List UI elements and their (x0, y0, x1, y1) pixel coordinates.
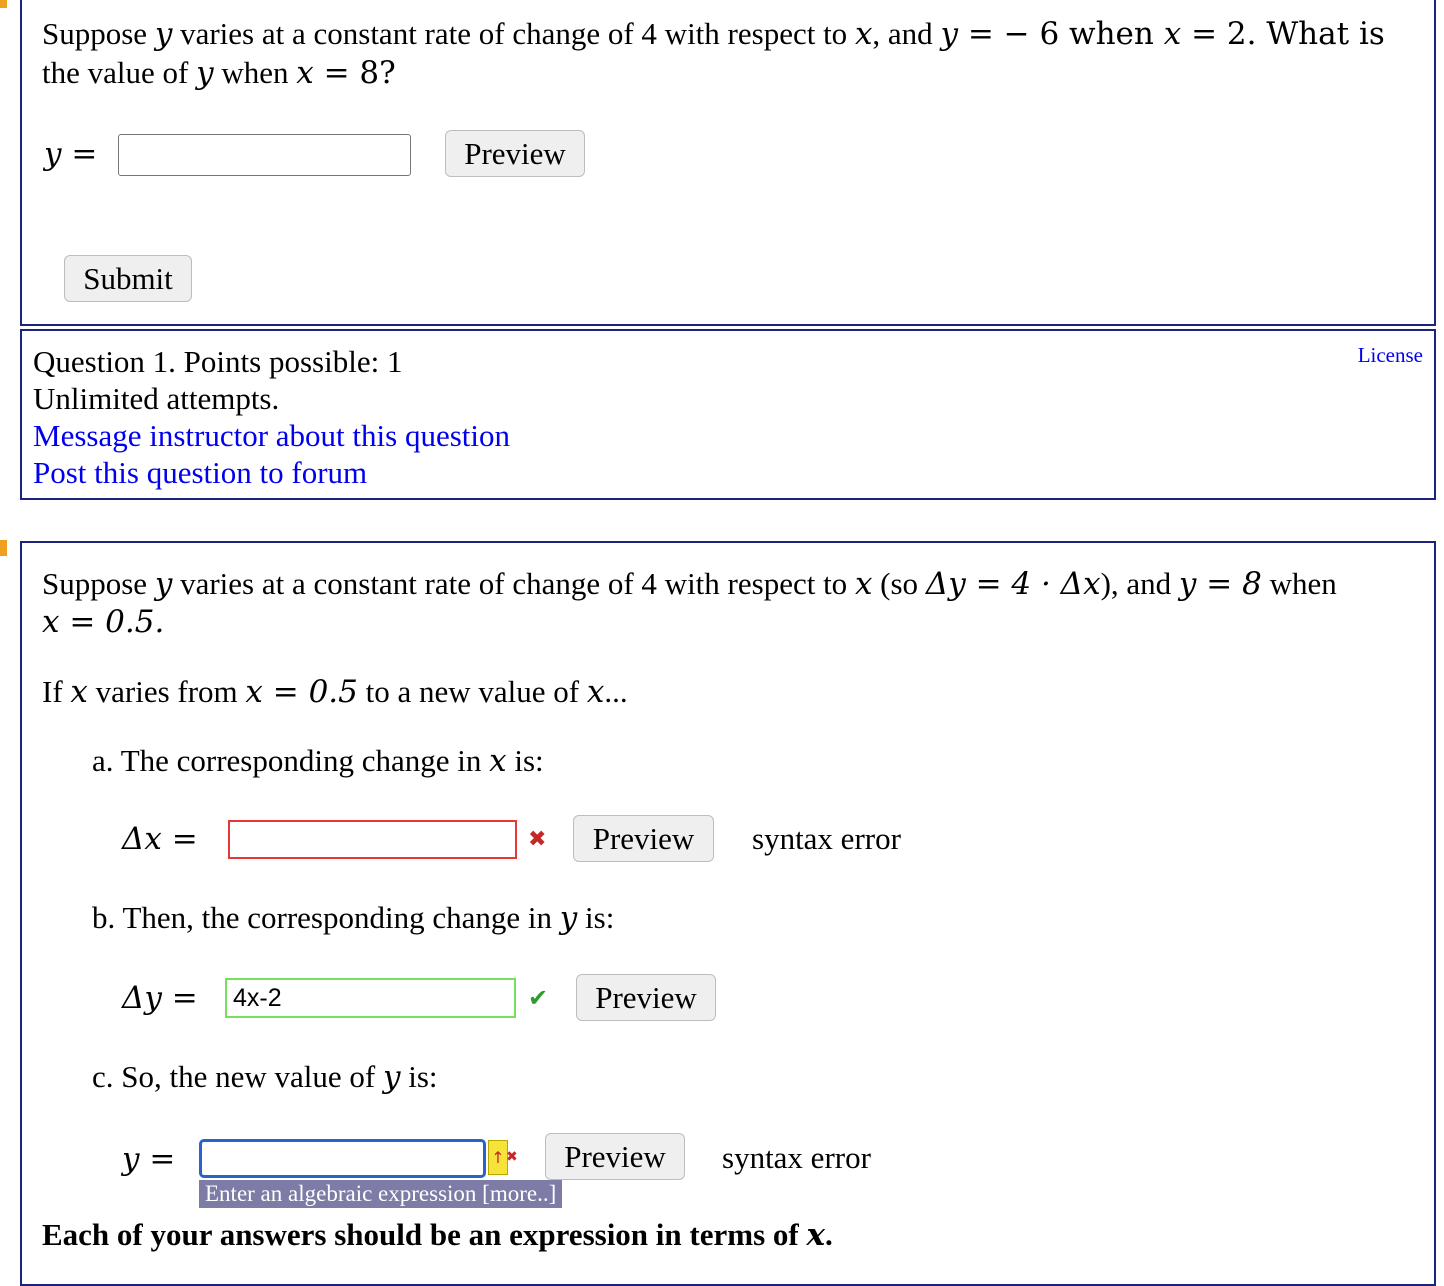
submit-button[interactable]: Submit (64, 255, 192, 302)
delta-x-label: Δx = (122, 821, 198, 857)
delta-y-input[interactable] (225, 978, 516, 1018)
question-box-1 (20, 0, 1436, 326)
question-marker-top (0, 0, 7, 8)
preview-button-part-b[interactable]: Preview (576, 974, 716, 1021)
delta-y-label: Δy = (122, 980, 198, 1016)
question-2-vary-text: If x varies from x = 0.5 to a new value of x... (42, 674, 628, 710)
part-c-prompt: c. So, the new value of y is: (92, 1059, 438, 1095)
incorrect-icon: ✖ (528, 827, 547, 852)
new-y-label: y = (122, 1141, 176, 1177)
answer-instructions: Each of your answers should be an expression in terms of x. (42, 1217, 833, 1253)
question-2-intro-line2: x = 0.5. (42, 604, 165, 640)
question-info-box (20, 329, 1436, 500)
part-a-prompt: a. The corresponding change in x is: (92, 743, 544, 779)
math-entry-helper-icon[interactable]: ↑ (488, 1140, 508, 1175)
question-1-text-line1: Suppose y varies at a constant rate of change of 4 with respect to x, and y = − 6 when x = 2. What is (42, 16, 1385, 52)
answer-label-y: y = (44, 136, 98, 172)
input-hint-tooltip[interactable]: Enter an algebraic expression [more..] (199, 1180, 562, 1208)
question-marker-2 (0, 540, 7, 556)
message-instructor-link[interactable]: Message instructor about this question (33, 418, 510, 453)
answer-input-y[interactable] (118, 134, 411, 176)
preview-button-part-a[interactable]: Preview (573, 815, 714, 862)
preview-button-part-c[interactable]: Preview (545, 1133, 685, 1180)
question-2-intro-line1: Suppose y varies at a constant rate of change of 4 with respect to x (so Δy = 4 · Δx), and y = 8 when (42, 566, 1337, 602)
preview-button-q1[interactable]: Preview (445, 130, 585, 177)
syntax-error-part-a: syntax error (752, 821, 901, 856)
delta-x-input[interactable] (228, 820, 517, 859)
question-box-2 (20, 541, 1436, 1286)
new-y-input[interactable] (199, 1139, 486, 1178)
question-1-text-line2: the value of y when x = 8? (42, 55, 396, 91)
syntax-error-part-c: syntax error (722, 1140, 871, 1175)
post-forum-link[interactable]: Post this question to forum (33, 455, 368, 490)
incorrect-icon-small: ✖ (506, 1149, 518, 1165)
part-b-prompt: b. Then, the corresponding change in y is: (92, 900, 615, 936)
license-link[interactable]: License (1357, 343, 1423, 367)
points-possible: Question 1. Points possible: 1 (33, 344, 403, 379)
correct-check-icon: ✔ (528, 984, 549, 1012)
attempts-text: Unlimited attempts. (33, 381, 280, 416)
